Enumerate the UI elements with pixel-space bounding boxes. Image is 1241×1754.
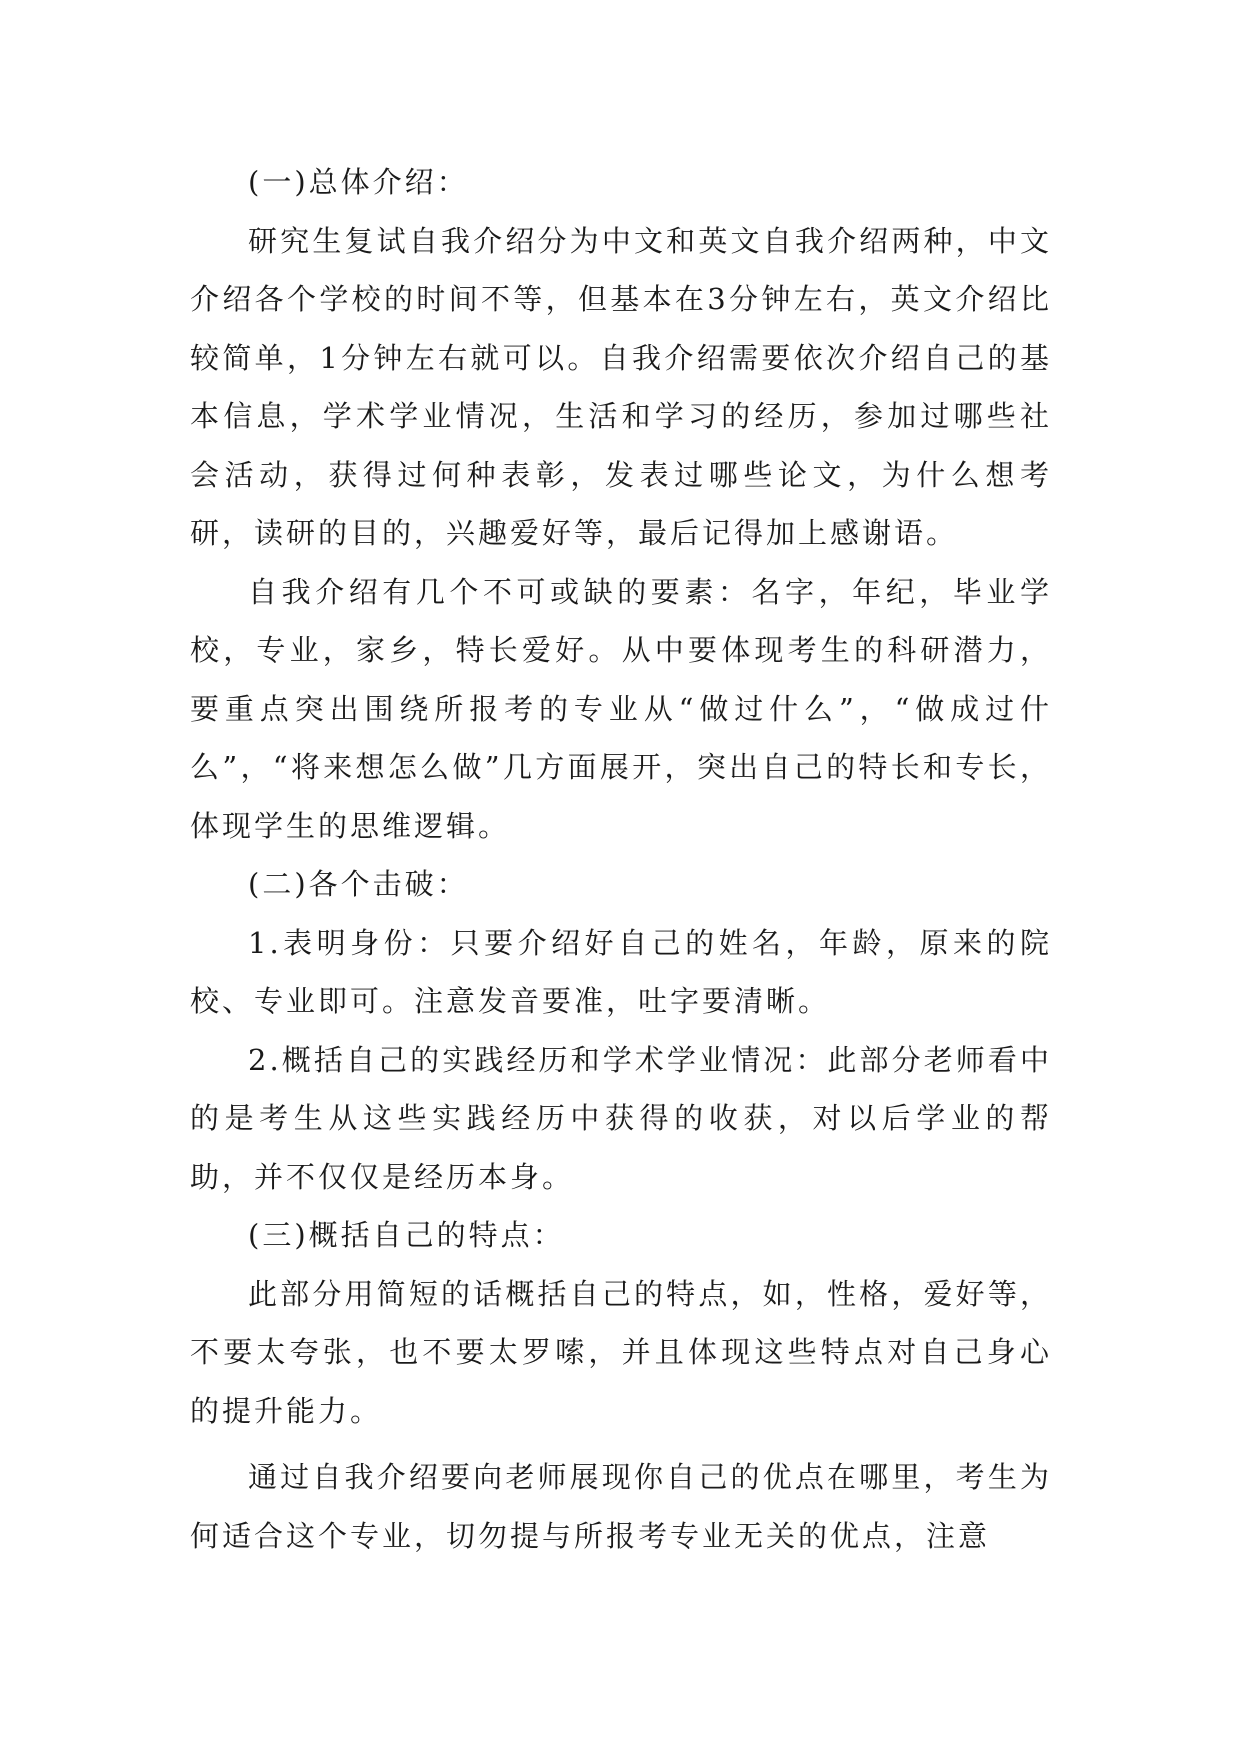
- document-body: [190, 153, 1052, 1565]
- paragraph: 此部分用简短的话概括自己的特点，如，性格，爱好等，不要太夸张，也不要太罗嗦，并且体现这些特点对自己身心的提升能力。: [190, 1276, 1052, 1428]
- heading-summarize-traits: (三)概括自己的特点：: [248, 1218, 565, 1252]
- heading-overall-intro: (一)总体介绍：: [248, 165, 469, 199]
- paragraph: 研究生复试自我介绍分为中文和英文自我介绍两种，中文介绍各个学校的时间不等，但基本在3分钟左右，英文介绍比较简单，1分钟左右就可以。自我介绍需要依次介绍自己的基本信息，学术学业情况，生活和学习的经历，参加过哪些社会活动，获得过何种表彰，发表过哪些论文，为什么想考研，读研的目的，兴趣爱好等，最后记得加上感谢语。: [190, 223, 1052, 550]
- list-item: 2.概括自己的实践经历和学术学业情况：此部分老师看中的是考生从这些实践经历中获得的收获，对以后学业的帮助，并不仅仅是经历本身。: [190, 1042, 1052, 1194]
- list-item: 1.表明身份：只要介绍好自己的姓名，年龄，原来的院校、专业即可。注意发音要准，吐字要清晰。: [190, 925, 1052, 1018]
- paragraph: 自我介绍有几个不可或缺的要素：名字，年纪，毕业学校，专业，家乡，特长爱好。从中要体现考生的科研潜力，要重点突出围绕所报考的专业从“做过什么”，“做成过什么”，“将来想怎么做”几方面展开，突出自己的特长和专长，体现学生的思维逻辑。: [190, 574, 1052, 843]
- paragraph: 通过自我介绍要向老师展现你自己的优点在哪里，考生为何适合这个专业，切勿提与所报考专业无关的优点，注意: [190, 1460, 1052, 1553]
- heading-break-down: (二)各个击破：: [248, 867, 469, 901]
